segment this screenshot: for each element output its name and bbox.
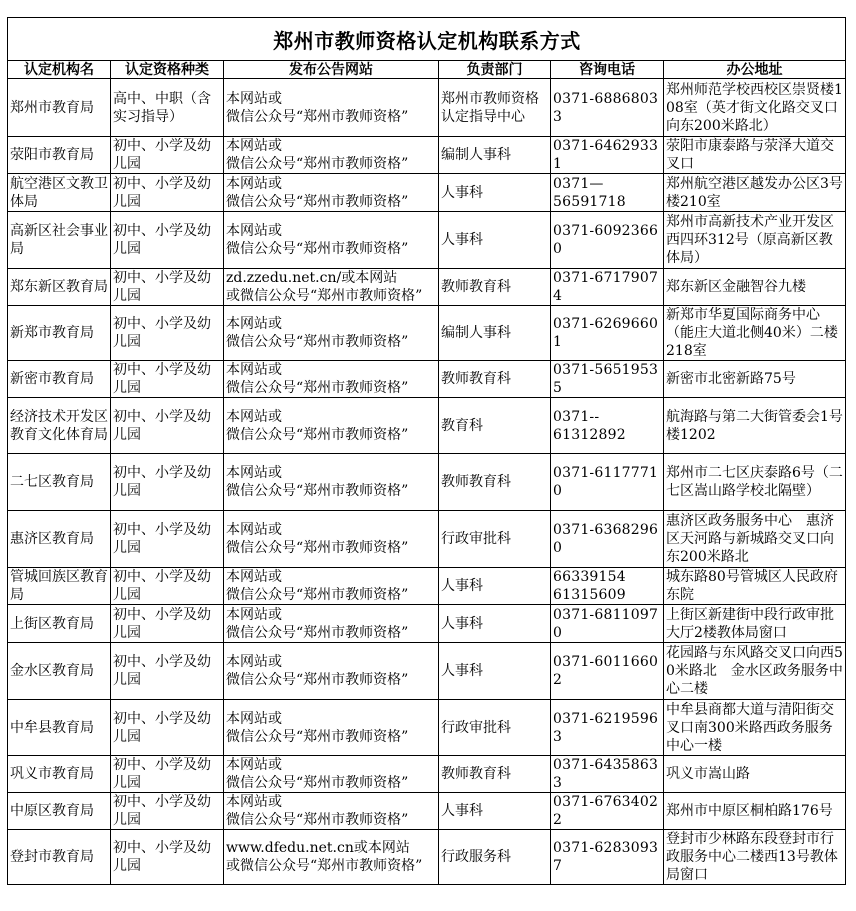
type-cell-text: 初中、小学及幼儿园: [113, 710, 211, 745]
org-cell-text: 巩义市教育局: [10, 766, 94, 782]
org-cell-text: 新密市教育局: [10, 371, 94, 387]
address-cell-text: 郑州市中原区桐柏路176号: [666, 803, 833, 819]
phone-cell: [551, 605, 664, 643]
table-row: [8, 212, 846, 269]
type-cell-text: 初中、小学及幼儿园: [113, 316, 211, 350]
site-cell-text: 本网站或 微信公众号“郑州市教师资格”: [226, 138, 409, 172]
dept-cell-text: 郑州市教师资格认定指导中心: [441, 90, 539, 125]
column-header-dept: 负责部门: [439, 61, 551, 79]
phone-cell: [551, 212, 664, 269]
phone-cell-text: 0371-62696601: [553, 316, 659, 350]
site-cell-text: 本网站或 微信公众号“郑州市教师资格”: [226, 223, 409, 257]
site-cell: [224, 605, 439, 643]
site-cell-text: 本网站或 微信公众号“郑州市教师资格”: [226, 794, 409, 828]
table-row: [8, 605, 846, 643]
table-row: [8, 306, 846, 361]
org-cell: [8, 454, 111, 511]
phone-cell: [551, 137, 664, 174]
type-cell-text: 初中、小学及幼儿园: [113, 606, 211, 641]
phone-cell-text: 0371-56519535: [553, 362, 659, 396]
dept-cell-text: 人事科: [441, 232, 483, 248]
type-cell: [111, 793, 224, 830]
dept-cell-text: 编制人事科: [441, 325, 511, 341]
address-cell-text: 巩义市嵩山路: [666, 766, 750, 782]
phone-cell: [551, 398, 664, 454]
site-cell: [224, 454, 439, 511]
address-cell: [664, 511, 846, 568]
site-cell-text: 本网站或 微信公众号“郑州市教师资格”: [226, 465, 409, 499]
phone-cell: [551, 269, 664, 306]
type-cell-text: 初中、小学及幼儿园: [113, 794, 211, 828]
type-cell-text: 初中、小学及幼儿园: [113, 362, 211, 396]
org-cell-text: 郑州市教育局: [10, 99, 94, 116]
type-cell: [111, 174, 224, 212]
site-cell: [224, 137, 439, 174]
type-cell: [111, 361, 224, 398]
phone-cell-text: 0371-62830937: [553, 840, 659, 874]
dept-cell: [439, 756, 551, 793]
table-row: [8, 269, 846, 306]
type-cell: [111, 830, 224, 885]
type-cell: [111, 568, 224, 605]
phone-cell: [551, 79, 664, 137]
phone-cell: [551, 830, 664, 885]
type-cell-text: 初中、小学及幼儿园: [113, 270, 211, 304]
type-cell: [111, 511, 224, 568]
table-row: [8, 137, 846, 174]
address-cell: [664, 605, 846, 643]
dept-cell-text: 教育科: [441, 417, 483, 434]
site-cell-text: 本网站或 微信公众号“郑州市教师资格”: [226, 316, 409, 350]
table-row: [8, 830, 846, 885]
site-cell-text: 本网站或 微信公众号“郑州市教师资格”: [226, 408, 409, 443]
dept-cell-text: 人事科: [441, 663, 483, 679]
type-cell-text: 初中、小学及幼儿园: [113, 654, 211, 688]
header-row: [8, 61, 846, 79]
phone-cell: [551, 643, 664, 700]
site-cell: [224, 756, 439, 793]
org-cell: [8, 361, 111, 398]
dept-cell: [439, 700, 551, 756]
org-cell-text: 荥阳市教育局: [10, 147, 94, 163]
dept-cell-text: 教师教育科: [441, 766, 511, 782]
type-cell-text: 初中、小学及幼儿园: [113, 408, 211, 443]
type-cell: [111, 454, 224, 511]
dept-cell: [439, 511, 551, 568]
phone-cell-text: 0371-60116602: [553, 654, 659, 688]
dept-cell: [439, 269, 551, 306]
phone-cell: [551, 306, 664, 361]
type-cell: [111, 79, 224, 137]
address-cell: [664, 643, 846, 700]
column-header-addr: 办公地址: [664, 61, 846, 79]
org-cell: [8, 269, 111, 306]
phone-cell: [551, 174, 664, 212]
table-row: [8, 756, 846, 793]
table-row: [8, 700, 846, 756]
table-row: [8, 174, 846, 212]
type-cell: [111, 605, 224, 643]
org-cell-text: 经济技术开发区教育文化体育局: [10, 408, 108, 443]
phone-cell-text: 0371-67634022: [553, 794, 659, 828]
address-cell: [664, 361, 846, 398]
dept-cell-text: 人事科: [441, 578, 483, 594]
org-cell-text: 新郑市教育局: [10, 325, 94, 341]
phone-cell-text: 0371-64629331: [553, 138, 659, 172]
org-cell: [8, 511, 111, 568]
phone-cell-text: 0371— 56591718: [553, 175, 626, 210]
address-cell: [664, 79, 846, 137]
address-cell: [664, 756, 846, 793]
dept-cell-text: 编制人事科: [441, 147, 511, 163]
org-cell: [8, 605, 111, 643]
dept-cell: [439, 174, 551, 212]
address-cell: [664, 306, 846, 361]
address-cell-text: 郑州师范学校西校区崇贤楼108室（英才街文化路交叉口向东200米路北）: [666, 81, 843, 134]
dept-cell: [439, 605, 551, 643]
table-row: [8, 361, 846, 398]
org-cell-text: 高新区社会事业局: [10, 223, 108, 257]
address-cell: [664, 793, 846, 830]
address-cell: [664, 830, 846, 885]
dept-cell-text: 行政审批科: [441, 719, 511, 736]
column-header-site: 发布公告网站: [224, 61, 439, 79]
phone-cell: [551, 511, 664, 568]
phone-cell-text: 0371-67179074: [553, 270, 659, 304]
type-cell-text: 初中、小学及幼儿园: [113, 522, 211, 556]
address-cell-text: 郑州市高新技术产业开发区西四环312号（原高新区教体局）: [666, 214, 834, 266]
dept-cell-text: 人事科: [441, 803, 483, 819]
address-cell: [664, 398, 846, 454]
type-cell-text: 初中、小学及幼儿园: [113, 175, 211, 210]
org-cell-text: 上街区教育局: [10, 615, 94, 632]
address-cell: [664, 700, 846, 756]
dept-cell: [439, 398, 551, 454]
address-cell: [664, 568, 846, 605]
address-cell-text: 中牟县商都大道与清阳街交叉口南300米路西政务服务中心一楼: [666, 701, 834, 754]
address-cell: [664, 269, 846, 306]
type-cell-text: 初中、小学及幼儿园: [113, 840, 211, 874]
address-cell-text: 登封市少林路东段登封市行政服务中心二楼西13号教体局窗口: [666, 831, 838, 883]
org-cell: [8, 793, 111, 830]
site-cell: [224, 361, 439, 398]
phone-cell-text: 0371-60923660: [553, 223, 659, 257]
org-cell: [8, 137, 111, 174]
address-cell-text: 荥阳市康泰路与荥泽大道交叉口: [666, 138, 834, 172]
phone-cell: [551, 700, 664, 756]
table-row: [8, 454, 846, 511]
dept-cell-text: 行政审批科: [441, 531, 511, 547]
type-cell: [111, 137, 224, 174]
table-row: [8, 643, 846, 700]
org-cell: [8, 830, 111, 885]
site-cell: [224, 793, 439, 830]
dept-cell: [439, 79, 551, 137]
phone-cell-text: 0371-63682960: [553, 522, 659, 556]
org-cell: [8, 306, 111, 361]
type-cell: [111, 643, 224, 700]
address-cell-text: 郑东新区金融智谷九楼: [666, 279, 806, 295]
phone-cell-text: 66339154 61315609: [553, 569, 626, 603]
dept-cell-text: 人事科: [441, 184, 483, 201]
address-cell-text: 郑州航空港区越发办公区3号楼210室: [666, 175, 843, 210]
address-cell-text: 郑州市二七区庆泰路6号（二七区嵩山路学校北隔壁）: [666, 465, 843, 499]
table-row: [8, 793, 846, 830]
address-cell-text: 新郑市华夏国际商务中心（能庄大道北侧40米）二楼218室: [666, 307, 838, 359]
phone-cell: [551, 793, 664, 830]
org-cell-text: 惠济区教育局: [10, 531, 94, 547]
org-cell: [8, 700, 111, 756]
address-cell-text: 花园路与东风路交叉口向西50米路北 金水区政务服务中心二楼: [666, 645, 843, 697]
dept-cell: [439, 454, 551, 511]
site-cell: [224, 830, 439, 885]
org-cell-text: 郑东新区教育局: [10, 279, 108, 295]
dept-cell: [439, 137, 551, 174]
site-cell-text: 本网站或 微信公众号“郑州市教师资格”: [226, 175, 409, 210]
dept-cell: [439, 306, 551, 361]
site-cell-text: 本网站或 微信公众号“郑州市教师资格”: [226, 90, 409, 125]
site-cell: [224, 79, 439, 137]
type-cell-text: 初中、小学及幼儿园: [113, 569, 211, 603]
address-cell-text: 新密市北密新路75号: [666, 371, 796, 387]
table-row: [8, 511, 846, 568]
org-cell-text: 登封市教育局: [10, 849, 94, 865]
type-cell: [111, 398, 224, 454]
column-header-org: 认定机构名: [8, 61, 111, 79]
type-cell-text: 初中、小学及幼儿园: [113, 757, 211, 791]
type-cell: [111, 269, 224, 306]
dept-cell-text: 人事科: [441, 615, 483, 632]
org-cell: [8, 643, 111, 700]
site-cell: [224, 511, 439, 568]
table-row: [8, 568, 846, 605]
dept-cell: [439, 361, 551, 398]
dept-cell: [439, 830, 551, 885]
phone-cell: [551, 568, 664, 605]
column-header-phone: 咨询电话: [551, 61, 664, 79]
site-cell-text: 本网站或 微信公众号“郑州市教师资格”: [226, 757, 409, 791]
site-cell: [224, 568, 439, 605]
dept-cell: [439, 212, 551, 269]
site-cell: [224, 212, 439, 269]
site-cell-text: 本网站或 微信公众号“郑州市教师资格”: [226, 606, 409, 641]
address-cell: [664, 212, 846, 269]
site-cell: [224, 643, 439, 700]
site-cell-text: 本网站或 微信公众号“郑州市教师资格”: [226, 569, 409, 603]
org-cell-text: 航空港区文教卫体局: [10, 175, 108, 210]
phone-cell: [551, 361, 664, 398]
phone-cell-text: 0371-64358633: [553, 757, 659, 791]
phone-cell-text: 0371-68868033: [553, 90, 659, 125]
address-cell-text: 城东路80号管城区人民政府东院: [666, 569, 838, 603]
dept-cell: [439, 643, 551, 700]
type-cell: [111, 306, 224, 361]
type-cell: [111, 212, 224, 269]
org-cell-text: 中原区教育局: [10, 803, 94, 819]
org-cell: [8, 212, 111, 269]
org-cell: [8, 79, 111, 137]
site-cell-text: zd.zzedu.net.cn/或本网站 或微信公众号“郑州市教师资格”: [226, 270, 423, 304]
page-title: 郑州市教师资格认定机构联系方式: [8, 18, 846, 61]
dept-cell: [439, 793, 551, 830]
site-cell: [224, 174, 439, 212]
type-cell-text: 初中、小学及幼儿园: [113, 138, 211, 172]
phone-cell: [551, 756, 664, 793]
dept-cell: [439, 568, 551, 605]
table-row: [8, 79, 846, 137]
phone-cell: [551, 454, 664, 511]
phone-cell-text: 0371-- 61312892: [553, 408, 626, 443]
site-cell-text: 本网站或 微信公众号“郑州市教师资格”: [226, 362, 409, 396]
phone-cell-text: 0371-68110970: [553, 606, 659, 641]
type-cell: [111, 756, 224, 793]
org-cell-text: 管城回族区教育局: [10, 569, 108, 603]
site-cell: [224, 306, 439, 361]
org-cell: [8, 174, 111, 212]
dept-cell-text: 行政服务科: [441, 849, 511, 865]
dept-cell-text: 教师教育科: [441, 371, 511, 387]
address-cell-text: 上街区新建街中段行政审批大厅2楼教体局窗口: [666, 606, 834, 641]
org-cell: [8, 756, 111, 793]
site-cell-text: www.dfedu.net.cn或本网站 或微信公众号“郑州市教师资格”: [226, 840, 423, 874]
address-cell: [664, 137, 846, 174]
phone-cell-text: 0371-61177710: [553, 465, 659, 499]
site-cell: [224, 700, 439, 756]
site-cell: [224, 269, 439, 306]
site-cell-text: 本网站或 微信公众号“郑州市教师资格”: [226, 522, 409, 556]
address-cell: [664, 174, 846, 212]
org-cell: [8, 568, 111, 605]
org-cell-text: 金水区教育局: [10, 663, 94, 679]
address-cell-text: 航海路与第二大街管委会1号楼1202: [666, 408, 843, 443]
site-cell-text: 本网站或 微信公众号“郑州市教师资格”: [226, 710, 409, 745]
table-row: [8, 398, 846, 454]
type-cell-text: 初中、小学及幼儿园: [113, 223, 211, 257]
org-cell-text: 中牟县教育局: [10, 719, 94, 736]
dept-cell-text: 教师教育科: [441, 474, 511, 490]
address-cell: [664, 454, 846, 511]
type-cell-text: 初中、小学及幼儿园: [113, 465, 211, 499]
phone-cell-text: 0371-62195963: [553, 710, 659, 745]
org-cell: [8, 398, 111, 454]
site-cell: [224, 398, 439, 454]
address-cell-text: 惠济区政务服务中心 惠济区天河路与新城路交叉口向东200米路北: [666, 513, 834, 565]
dept-cell-text: 教师教育科: [441, 279, 511, 295]
column-header-type: 认定资格种类: [111, 61, 224, 79]
type-cell: [111, 700, 224, 756]
contact-table: [7, 17, 846, 885]
org-cell-text: 二七区教育局: [10, 474, 94, 490]
type-cell-text: 高中、中职（含实习指导）: [113, 90, 211, 125]
site-cell-text: 本网站或 微信公众号“郑州市教师资格”: [226, 654, 409, 688]
